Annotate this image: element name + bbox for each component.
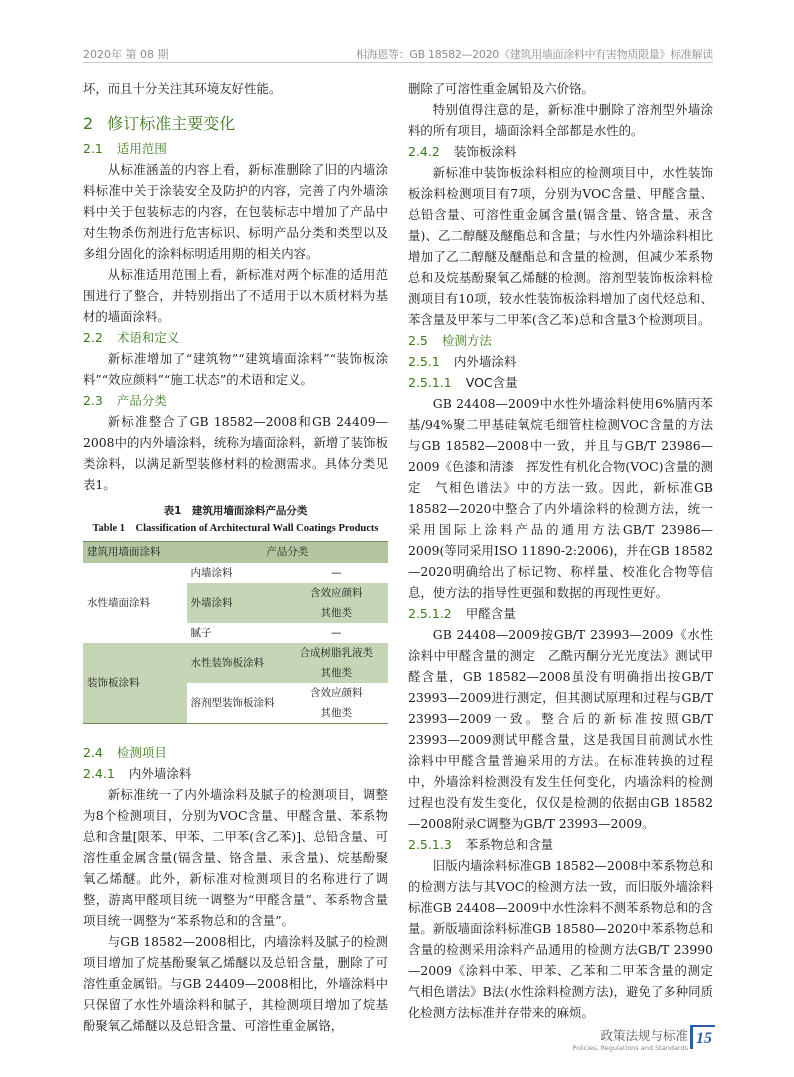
paragraph: GB 24408—2009中水性外墙涂料使用6%腈丙苯基/94%聚二甲基硅氧烷毛细管柱检测VOC含量的方法与GB 18582—2008中一致，并且与GB/T 23986—2009《色漆和清漆 挥发性有机化合物(VOC)含量的测定 气相色谱法》中的方法一致。因此，新标准GB 18582—2020中整合了内外墙涂料的检测方法，统一采用国际上涂料产品的通用方法GB/T 23986—2009(等同采用ISO 11890-2:2006)，并在GB 18582—2020明确给出了标记物、称样量、校准化合物等信息，使方法的指导性更强和数据的再现性更好。 <box>408 396 713 600</box>
paragraph: GB 24408—2009按GB/T 23993—2009《水性涂料中甲醛含量的测定 乙酰丙酮分光光度法》测试甲醛含量，GB 18582—2008虽没有明确指出按GB/T 23993—2009进行测定，但其测试原理和过程与GB/T 23993—2009一致。整合后的新标准按照GB/T 23993—2009测试甲醛含量，这是我国目前测试水性涂料中甲醛含量普遍采用的方法。在标准转换的过程中，外墙涂料检测没有发生任何变化，内墙涂料的检测过程也没有发生变化，仅仅是检测的依据由GB 18582—2008附录C调整为GB/T 23993—2009。 <box>408 627 713 831</box>
section-heading <box>408 603 713 624</box>
table-cell: 水性墙面涂料 <box>87 597 150 609</box>
section-heading <box>83 390 388 411</box>
table-header: 建筑用墙面涂料 <box>83 542 187 564</box>
paragraph: 新标准中装饰板涂料相应的检测项目中，水性装饰板涂料检测项目有7项，分别为VOC含量、甲醛含量、总铅含量、可溶性重金属含量(镉含量、铬含量、汞含量)、乙二醇醚及醚酯总和含量；与水性内外墙涂料相比增加了乙二醇醚及醚酯总和含量的检测，但减少苯系物总和及烷基酚聚氧乙烯醚的检测。溶剂型装饰板涂料检测项目有10项，较水性装饰板涂料增加了卤代烃总和、苯含量及甲苯与二甲苯(含乙苯)总和含量3个检测项目。 <box>408 165 713 327</box>
table-header: 产品分类 <box>187 542 389 564</box>
table-cell: — <box>331 567 342 579</box>
table-caption-en: Table 1 Classification of Architectural Wall Coatings Products <box>92 523 379 534</box>
section-title: VOC含量 <box>465 375 518 390</box>
section-number: 2.5.1.1 <box>408 375 452 390</box>
table-cell: 其他类 <box>320 667 352 679</box>
section-number: 2.5.1 <box>408 354 440 369</box>
section-title: 内外墙涂料 <box>453 354 517 369</box>
table-cell: 其他类 <box>320 707 352 719</box>
section-number: 2.5 <box>408 333 428 348</box>
section-number: 2.5.1.2 <box>408 606 452 621</box>
right-column <box>408 78 726 1023</box>
footer-section-cn: 政策法规与标准 <box>600 1028 688 1043</box>
footer-section <box>572 1026 688 1052</box>
section-title: 术语和定义 <box>116 330 180 345</box>
table-cell: 含效应颜料 <box>310 587 363 599</box>
section-number: 2.1 <box>83 141 103 156</box>
section-title: 检测方法 <box>441 333 492 348</box>
classification-table <box>83 541 388 724</box>
section-heading <box>408 351 713 372</box>
page-number: 15 <box>690 1025 715 1049</box>
section-title: 内外墙涂料 <box>128 766 192 781</box>
table-cell: 外墙涂料 <box>190 597 233 609</box>
paragraph: 旧版内墙涂料标准GB 18582—2008中苯系物总和的检测方法与其VOC的检测方法一致，而旧版外墙涂料标准GB 24408—2009中水性涂料不测苯系物总和的含量。新版墙面涂料标准GB 18580—2020中苯系物总和含量的检测采用涂料产品通用的检测方法GB/T 23990—2009《涂料中苯、甲苯、乙苯和二甲苯含量的测定 气相色谱法》B法(水性涂料检测方法)，避免了多种同质化检测方法标准并存带来的麻烦。 <box>408 858 726 1020</box>
section-title: 适用范围 <box>116 141 167 156</box>
table-cell: 含效应颜料 <box>310 687 363 699</box>
section-heading <box>83 327 388 348</box>
table-cell: 合成树脂乳液类 <box>299 647 373 659</box>
paragraph: 新标准整合了GB 18582—2008和GB 24409—2008中的内外墙涂料，统称为墙面涂料，新增了装饰板类涂料，以满足新型装修材料的检测需求。具体分类见表1。 <box>83 414 388 492</box>
left-column <box>83 78 388 1036</box>
section-number: 2.4 <box>83 745 103 760</box>
table-caption-cn: 表1 建筑用墙面涂料产品分类 <box>163 505 308 517</box>
footer-section-en: Policies, Regulations and Standards <box>572 1044 688 1052</box>
running-header <box>83 46 713 63</box>
section-heading <box>83 763 388 784</box>
table-cell: 装饰板涂料 <box>83 643 187 724</box>
table-cell: 腻子 <box>190 627 212 639</box>
section-heading <box>408 834 713 855</box>
section-heading <box>408 141 713 162</box>
article-title: 相海恩等：GB 18582—2020《建筑用墙面涂料中有害物质限量》标准解读 <box>355 48 713 61</box>
table-cell: 溶剂型装饰板涂料 <box>190 697 275 709</box>
section-heading <box>83 742 388 763</box>
section-heading <box>408 330 713 351</box>
paragraph: 特别值得注意的是，新标准中删除了溶剂型外墙涂料的所有项目，墙面涂料全部都是水性的。 <box>408 102 713 138</box>
section-number: 2.4.2 <box>408 144 440 159</box>
paragraph: 从标准适用范围上看，新标准对两个标准的适用范围进行了整合，并特别指出了不适用于以木质材料为基材的墙面涂料。 <box>83 267 388 324</box>
paragraph: 新标准统一了内外墙涂料及腻子的检测项目，调整为8个检测项目，分别为VOC含量、甲醛含量、苯系物总和含量[限苯、甲苯、二甲苯(含乙苯)]、总铅含量、可溶性重金属含量(镉含量、铬含量、汞含量)、烷基酚聚氧乙烯醚。此外，新标准对检测项目的名称进行了调整，游离甲醛项目统一调整为“甲醛含量”、苯系物含量项目统一调整为“苯系物总和的含量”。 <box>83 787 388 928</box>
section-title: 修订标准主要变化 <box>107 114 236 133</box>
table-cell: 水性装饰板涂料 <box>190 657 264 669</box>
paragraph: 删除了可溶性重金属铅及六价铬。 <box>408 81 594 96</box>
issue-label: 2020年 第 08 期 <box>83 48 169 61</box>
section-number: 2 <box>83 114 94 133</box>
section-title: 检测项目 <box>116 745 167 760</box>
section-number: 2.4.1 <box>83 766 115 781</box>
paragraph: 坏，而且十分关注其环境友好性能。 <box>83 81 282 96</box>
section-number: 2.2 <box>83 330 103 345</box>
section-title: 苯系物总和含量 <box>465 837 554 852</box>
section-heading <box>83 138 388 159</box>
section-title: 甲醛含量 <box>465 606 516 621</box>
section-heading <box>408 372 713 393</box>
section-number: 2.3 <box>83 393 103 408</box>
paragraph: 新标准增加了“建筑物”“建筑墙面涂料”“装饰板涂料”“效应颜料”“施工状态”的术语和定义。 <box>83 351 388 387</box>
table-caption <box>83 503 388 537</box>
table-cell: — <box>331 627 342 639</box>
paragraph: 从标准涵盖的内容上看，新标准删除了旧的内墙涂料标准中关于涂装安全及防护的内容，完善了内外墙涂料中关于包装标志的内容，在包装标志中增加了产品中对生物杀伤剂进行危害标识、标明产品分类和类型以及多组分固化的涂料标明适用期的相关内容。 <box>83 162 388 261</box>
section-title: 产品分类 <box>116 393 167 408</box>
section-heading <box>83 113 388 135</box>
table-cell: 内墙涂料 <box>190 567 233 579</box>
section-number: 2.5.1.3 <box>408 837 452 852</box>
paragraph: 与GB 18582—2008相比，内墙涂料及腻子的检测项目增加了烷基酚聚氧乙烯醚以及总铅含量，删除了可溶性重金属铅。与GB 24409—2008相比，外墙涂料中只保留了水性外墙涂料和腻子，其检测项目增加了烷基酚聚氧乙烯醚以及总铅含量、可溶性重金属铬， <box>83 934 388 1033</box>
table-cell: 其他类 <box>320 607 352 619</box>
section-title: 装饰板涂料 <box>453 144 517 159</box>
